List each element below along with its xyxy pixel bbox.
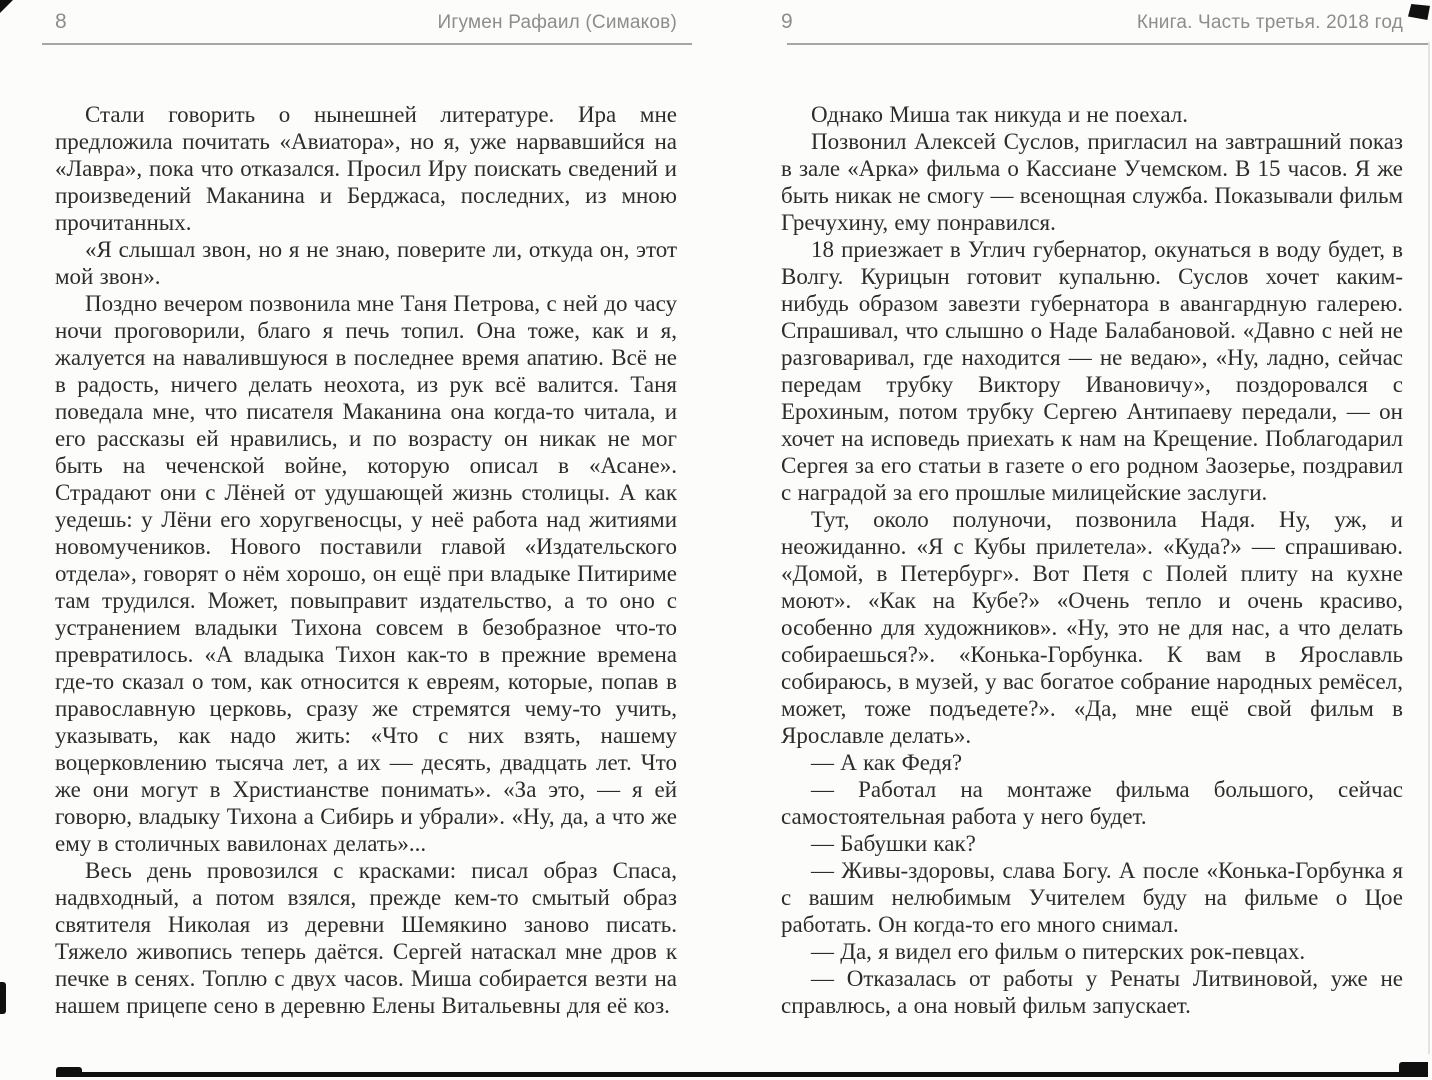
page-right	[781, 10, 1403, 1019]
right-header-rule	[787, 43, 1428, 45]
left-page-number: 8	[55, 10, 67, 33]
paragraph: «Я слышал звон, но я не знаю, поверите ли, откуда он, этот мой звон».	[55, 237, 677, 289]
paragraph: 18 приезжает в Углич губернатор, окунаться в воду будет, в Волгу. Курицын готовит купальню. Суслов хочет каким-нибудь образом завезти губернатора в авангардную галерею. Спрашивал, что слышно о Наде Балабановой. «Давно с ней не разговаривал, где находится — не ведаю», «Ну, ладно, сейчас передам трубку Виктору Ивановичу», поздоровался с Ерохиным, потом трубку Сергею Антипаеву передали, — он хочет на исповедь приехать к нам на Крещение. Поблагодарил Сергея за его статьи в газете о его родном Заозерье, поздравил с наградой за его прошлые милицейские заслуги.	[781, 237, 1403, 505]
paragraph: Весь день провозился с красками: писал образ Спаса, надвходный, а потом взялся, прежде кем-то смытый образ святителя Николая из деревни Шемякино заново писать. Тяжело живопись теперь даётся. Сергей натаскал мне дров к печке в сенях. Топлю с двух часов. Миша собирается везти на нашем прицепе сено в деревню Елены Витальевны для её коз.	[55, 858, 677, 1018]
paragraph: — А как Федя?	[811, 750, 963, 775]
paragraph: — Да, я видел его фильм о питерских рок-певцах.	[811, 939, 1306, 964]
paragraph: Однако Миша так никуда и не поехал.	[811, 102, 1189, 127]
scan-artifact-top-left	[0, 0, 13, 13]
paragraph: Тут, около полуночи, позвонила Надя. Ну, уж, и неожиданно. «Я с Кубы прилетела». «Куда?» — спрашиваю. «Домой, в Петербург». Вот Петя с Полей плиту на кухне моют». «Как на Кубе?» «Очень тепло и очень красиво, особенно для художников». «Ну, это не для нас, а что делать собираешься?». «Конька-Горбунка. К вам в Ярославль собираюсь, в музей, у вас богатое собрание народных ремёсел, может, тоже подъедете?». «Да, мне ещё свой фильм в Ярославле делать».	[781, 507, 1403, 748]
left-header-rule	[42, 43, 692, 45]
scan-artifact-bottom-right	[1399, 1062, 1428, 1077]
scan-artifact-left-edge	[0, 982, 6, 1014]
left-page-header	[55, 10, 677, 35]
paragraph: — Бабушки как?	[811, 831, 976, 856]
page-left	[55, 10, 677, 1019]
paragraph: Позвонил Алексей Суслов, пригласил на завтрашний показ в зале «Арка» фильма о Кассиане Учемском. В 15 часов. Я же быть никак не смогу — всенощная служба. Показывали фильм Гречухину, ему понравился.	[781, 129, 1403, 235]
left-running-title: Игумен Рафаил (Симаков)	[437, 12, 677, 33]
right-page-header	[781, 10, 1403, 35]
scan-artifact-bottom-strip	[56, 1072, 1428, 1077]
right-running-title: Книга. Часть третья. 2018 год	[1136, 12, 1403, 33]
paragraph: — Отказалась от работы у Ренаты Литвиновой, уже не справлюсь, а она новый фильм запускает.	[781, 966, 1403, 1018]
right-page-number: 9	[781, 10, 793, 33]
paragraph: — Живы-здоровы, слава Богу. А после «Конька-Горбунка я с вашим нелюбимым Учителем буду на фильме о Цое работать. Он когда-то его много снимал.	[781, 858, 1403, 937]
paragraph: Поздно вечером позвонила мне Таня Петрова, с ней до часу ночи проговорили, благо я печь топил. Она тоже, как и я, жалуется на навалившуюся в последнее время апатию. Всё не в радость, ничего делать неохота, из рук всё валится. Таня поведала мне, что писателя Маканина она когда-то читала, и его рассказы ей нравились, и по возрасту он никак не мог быть на чеченской войне, которую описал в «Асане». Страдают они с Лёней от удушающей жизнь столицы. А как уедешь: у Лёни его хоругвеносцы, у неё работа над житиями новомучеников. Нового поставили главой «Издательского отдела», говорят о нём хорошо, он ещё при владыке Питириме там трудился. Может, повыправит издательство, а то оно с устранением владыки Тихона совсем в безобразное что-то превратилось. «А владыка Тихон как-то в прежние времена где-то сказал о том, как относится к евреям, которые, попав в православную церковь, сразу же стремятся чему-то учить, указывать, как надо жить: «Что с них взять, нашему воцерковлению тысяча лет, а их — десять, двадцать лет. Что же они могут в Христианстве понимать». «За это, — я ей говорю, владыку Тихона а Сибирь и убрали». «Ну, да, а что же ему в столичных вавилонах делать»...	[55, 291, 677, 856]
paragraph: Стали говорить о нынешней литературе. Ира мне предложила почитать «Авиатора», но я, уже нарвавшийся на «Лавра», пока что отказался. Просил Иру поискать сведений и произведений Маканина и Берджаса, последних, из мною прочитанных.	[55, 102, 677, 235]
paragraph: — Работал на монтаже фильма большого, сейчас самостоятельная работа у него будет.	[781, 777, 1403, 829]
scan-page-edge-line	[1428, 42, 1430, 1054]
scan-artifact-bottom-left	[56, 1067, 82, 1077]
scan-artifact-top-right	[1408, 4, 1430, 20]
left-page-body	[55, 101, 677, 1019]
right-page-body	[781, 101, 1403, 1019]
